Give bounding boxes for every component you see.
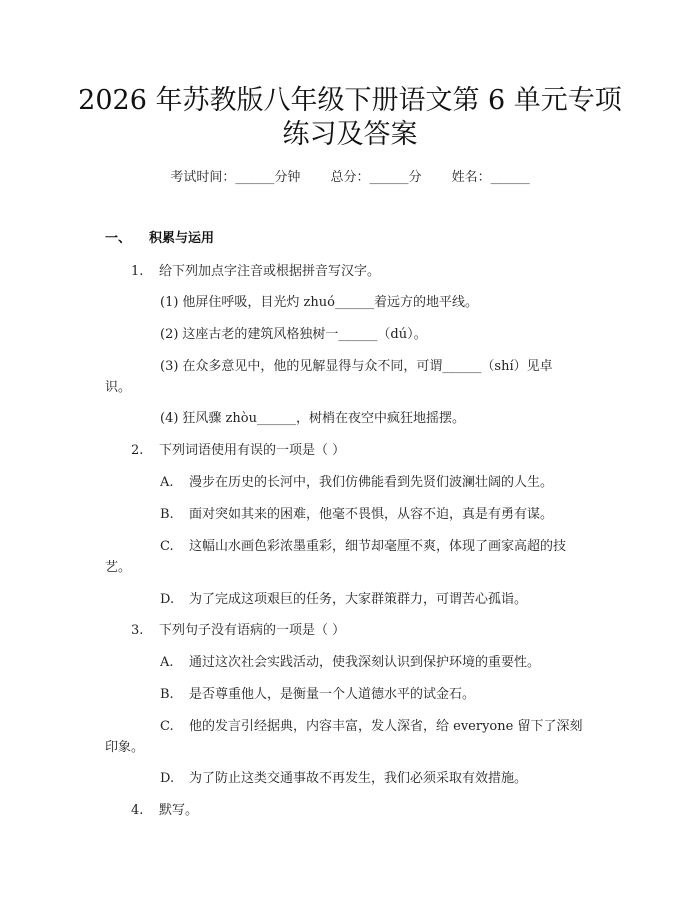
question-stem: 下列词语使用有误的一项是（ ） — [159, 443, 346, 458]
item-label: (1) — [160, 295, 179, 310]
question-4 — [131, 801, 198, 821]
option-letter: D. — [160, 592, 175, 607]
option-text: 为了完成这项艰巨的任务，大家群策群力，可谓苦心孤诣。 — [189, 592, 528, 607]
question-3 — [131, 621, 345, 641]
option-text: 这幅山水画色彩浓墨重彩，细节却毫厘不爽，体现了画家高超的技 — [189, 539, 567, 554]
option-letter: D. — [160, 771, 175, 786]
item-label: (2) — [160, 327, 179, 342]
q3-option-c-continuation: 印象。 — [105, 740, 145, 755]
exam-time-field: 考试时间：______分钟 — [170, 170, 301, 185]
q1-item-2 — [160, 325, 427, 345]
option-letter: A. — [160, 475, 174, 490]
item-label: (4) — [160, 411, 179, 426]
q1-item-3 — [160, 357, 553, 377]
exam-info — [0, 168, 700, 188]
item-text: 狂风骤 zhòu______，树梢在夜空中疯狂地摇摆。 — [182, 411, 465, 426]
question-stem: 下列句子没有语病的一项是（ ） — [159, 623, 346, 638]
q2-option-a — [160, 473, 553, 493]
student-name-field: 姓名：______ — [451, 170, 530, 185]
q2-option-d — [160, 590, 527, 610]
option-letter: C. — [160, 539, 174, 554]
total-score-field: 总分：______分 — [330, 170, 422, 185]
q1-item-4 — [160, 409, 465, 429]
question-number: 3. — [131, 623, 144, 638]
q2-option-b — [160, 505, 553, 525]
question-stem: 默写。 — [159, 803, 199, 818]
option-letter: C. — [160, 719, 174, 734]
question-number: 2. — [131, 443, 144, 458]
q3-option-d — [160, 769, 527, 789]
section-number: 一、 — [105, 231, 132, 246]
option-letter: B. — [160, 507, 174, 522]
option-text: 漫步在历史的长河中，我们仿佛能看到先贤们波澜壮阔的人生。 — [189, 475, 554, 490]
question-2 — [131, 441, 345, 461]
q3-option-a — [160, 653, 540, 673]
document-title-line-2: 练习及答案 — [282, 119, 418, 150]
option-text: 是否尊重他人，是衡量一个人道德水平的试金石。 — [189, 687, 476, 702]
option-text: 为了防止这类交通事故不再发生，我们必须采取有效措施。 — [189, 771, 528, 786]
q1-item-1 — [160, 293, 478, 313]
q2-option-c-continuation: 艺。 — [105, 560, 132, 575]
question-stem: 给下列加点字注音或根据拼音写汉字。 — [159, 264, 381, 279]
section-heading — [105, 229, 214, 249]
option-letter: A. — [160, 655, 174, 670]
q3-option-b — [160, 685, 475, 705]
item-text: 他屏住呼吸，目光灼 zhuó______着远方的地平线。 — [182, 295, 478, 310]
section-title: 积累与运用 — [149, 231, 215, 246]
option-text: 面对突如其来的困难，他毫不畏惧，从容不迫，真是有勇有谋。 — [189, 507, 554, 522]
item-text: 这座古老的建筑风格独树一______（dú）。 — [182, 327, 427, 342]
q2-option-c — [160, 537, 566, 557]
item-text: 在众多意见中，他的见解显得与众不同，可谓______（shí）见卓 — [182, 359, 553, 374]
question-number: 4. — [131, 803, 144, 818]
q3-option-c — [160, 717, 582, 737]
q1-item-3-continuation: 识。 — [105, 380, 132, 395]
question-1 — [131, 262, 380, 282]
document-title-line-1: 2026 年苏教版八年级下册语文第 6 单元专项 — [78, 85, 622, 116]
option-letter: B. — [160, 687, 174, 702]
option-text: 他的发言引经据典，内容丰富，发人深省，给 everyone 留下了深刻 — [189, 719, 583, 734]
question-number: 1. — [131, 264, 144, 279]
option-text: 通过这次社会实践活动，使我深刻认识到保护环境的重要性。 — [189, 655, 541, 670]
item-label: (3) — [160, 359, 179, 374]
